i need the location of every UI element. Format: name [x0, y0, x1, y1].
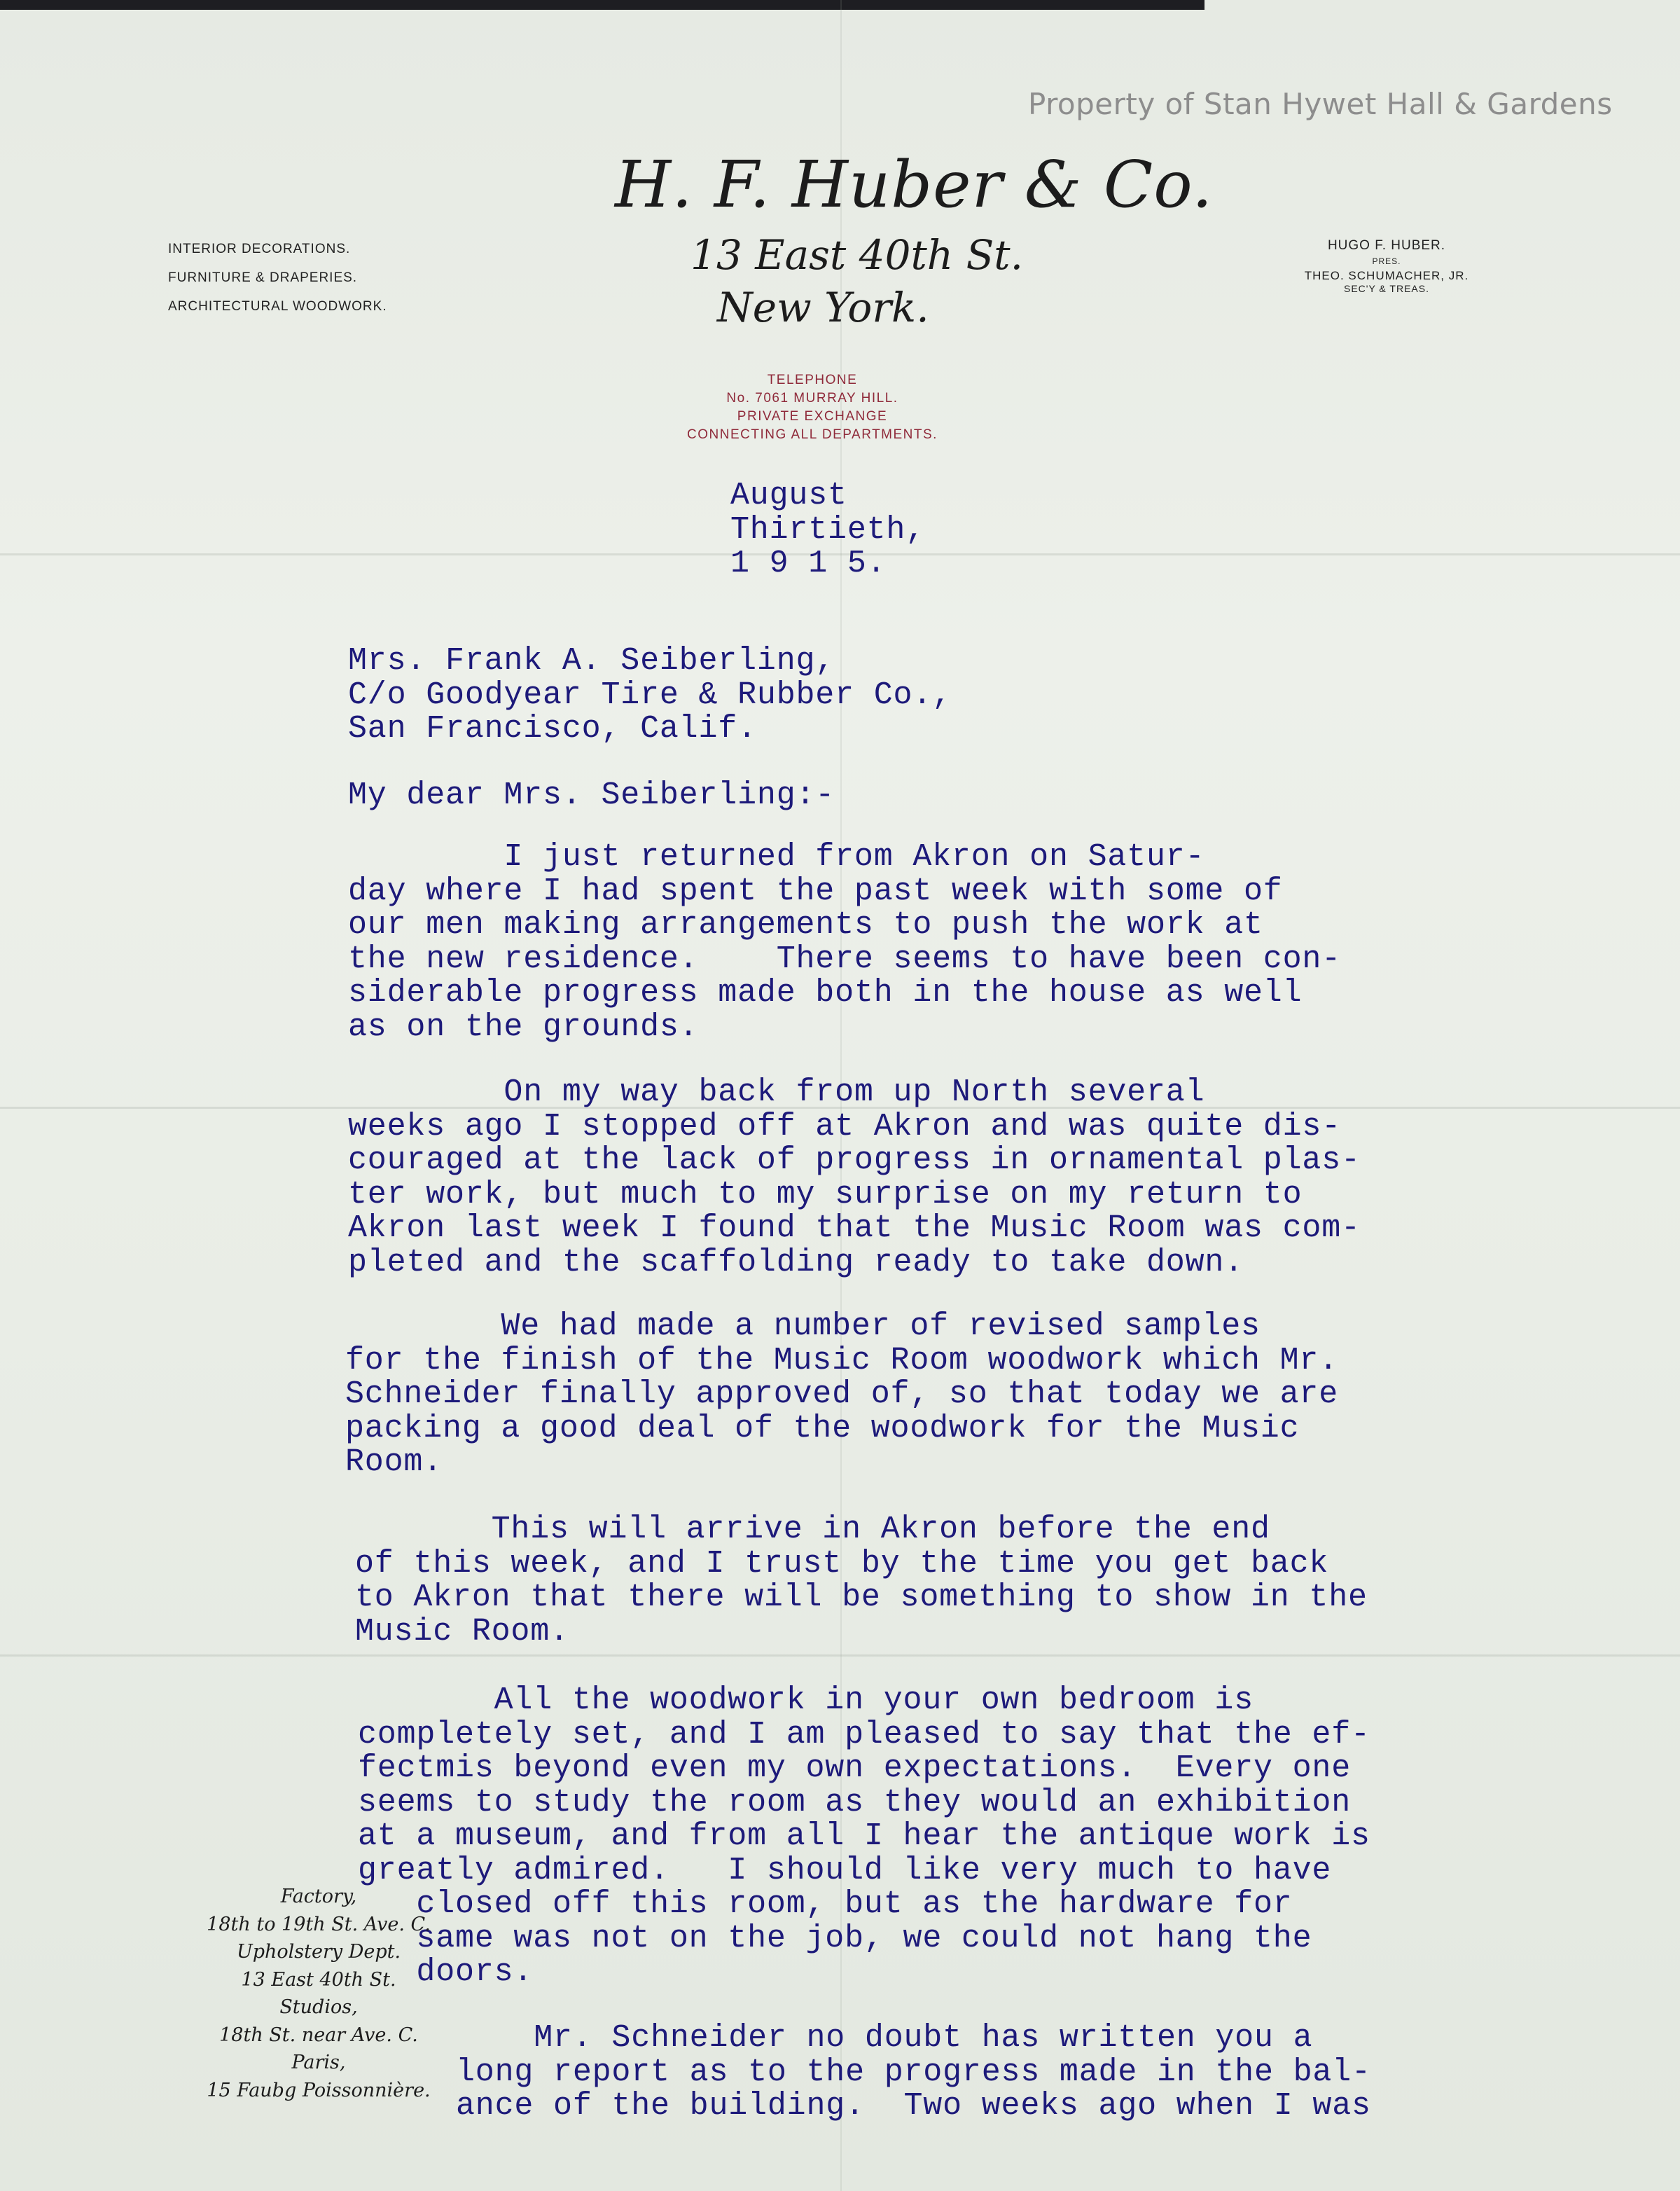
- location-line: 15 Faubg Poissonnière.: [207, 2079, 431, 2101]
- company-city: New York.: [717, 284, 929, 331]
- officers-block: [1282, 238, 1492, 294]
- telephone-line: PRIVATE EXCHANGE: [737, 409, 888, 424]
- secretary-title: SEC'Y & TREAS.: [1344, 283, 1429, 294]
- location-line: 18th to 19th St. Ave. C.: [207, 1913, 431, 1935]
- watermark: Property of Stan Hywet Hall & Gardens: [1028, 87, 1613, 121]
- department-item: FURNITURE & DRAPERIES.: [168, 270, 358, 285]
- department-item: ARCHITECTURAL WOODWORK.: [168, 299, 387, 314]
- departments-list: [168, 235, 387, 321]
- department-item: INTERIOR DECORATIONS.: [168, 242, 351, 256]
- letter-paragraph: I just returned from Akron on Satur- day where I had spent the past week with some of our men making arrangements to push the work at the new residence. There seems to have been con- siderable progress made both in the house as well as on the grounds.: [348, 839, 1342, 1045]
- telephone-line: CONNECTING ALL DEPARTMENTS.: [687, 427, 938, 442]
- telephone-line: No. 7061 MURRAY HILL.: [726, 391, 898, 406]
- location-line: 18th St. near Ave. C.: [219, 2024, 418, 2046]
- letter-paragraph: On my way back from up North several weeks ago I stopped off at Akron and was quite dis- couraged at the lack of progress in ornamental plas- ter work, but much to my surprise on my return to Akron last week I found that the Music Room was com- pleted and the scaffolding ready to take down.: [348, 1074, 1361, 1280]
- letter-paragraph: All the woodwork in your own bedroom is completely set, and I am pleased to say that the ef- fectmis beyond even my own expectations. Every one seems to study the room as they would an exhibition at a museum, and from all I hear the antique work is greatly admired. I should like very much to have closed off this room, but as the hardware for same was not on the job, we could not hang the doors.: [358, 1682, 1370, 1990]
- location-line: 13 East 40th St.: [241, 1968, 396, 1991]
- letter-paragraph: Mr. Schneider no doubt has written you a long report as to the progress made in the bal- ance of the building. Two weeks ago when I was: [456, 2020, 1371, 2124]
- salutation: My dear Mrs. Seiberling:-: [348, 777, 835, 813]
- president-name: HUGO F. HUBER.: [1327, 238, 1446, 253]
- location-line: Paris,: [291, 2052, 346, 2073]
- president-title: PRES.: [1372, 256, 1401, 266]
- letter-paragraph: This will arrive in Akron before the end of this week, and I trust by the time you get back to Akron that there will be something to show in the Music Room.: [355, 1512, 1368, 1650]
- company-street: 13 East 40th St.: [690, 231, 1024, 279]
- letter-date: August Thirtieth, 1 9 1 5.: [730, 478, 926, 581]
- secretary-name: THEO. SCHUMACHER, JR.: [1304, 269, 1469, 282]
- location-line: Upholstery Dept.: [236, 1941, 401, 1963]
- letter-paragraph: We had made a number of revised samples for the finish of the Music Room woodwork which Mr. Schneider finally approved of, so that today we are packing a good deal of the woodwork for the Music Room.: [345, 1308, 1339, 1480]
- recipient-address: Mrs. Frank A. Seiberling, C/o Goodyear Tire & Rubber Co., San Francisco, Calif.: [348, 643, 952, 747]
- page-top-edge: [0, 0, 1205, 10]
- location-line: Factory,: [280, 1886, 357, 1907]
- company-name: H. F. Huber & Co.: [615, 147, 1214, 222]
- location-line: Studios,: [279, 1996, 358, 2018]
- telephone-line: TELEPHONE: [767, 373, 858, 387]
- locations-sidebar: [189, 1883, 448, 2104]
- telephone-block: [651, 371, 973, 444]
